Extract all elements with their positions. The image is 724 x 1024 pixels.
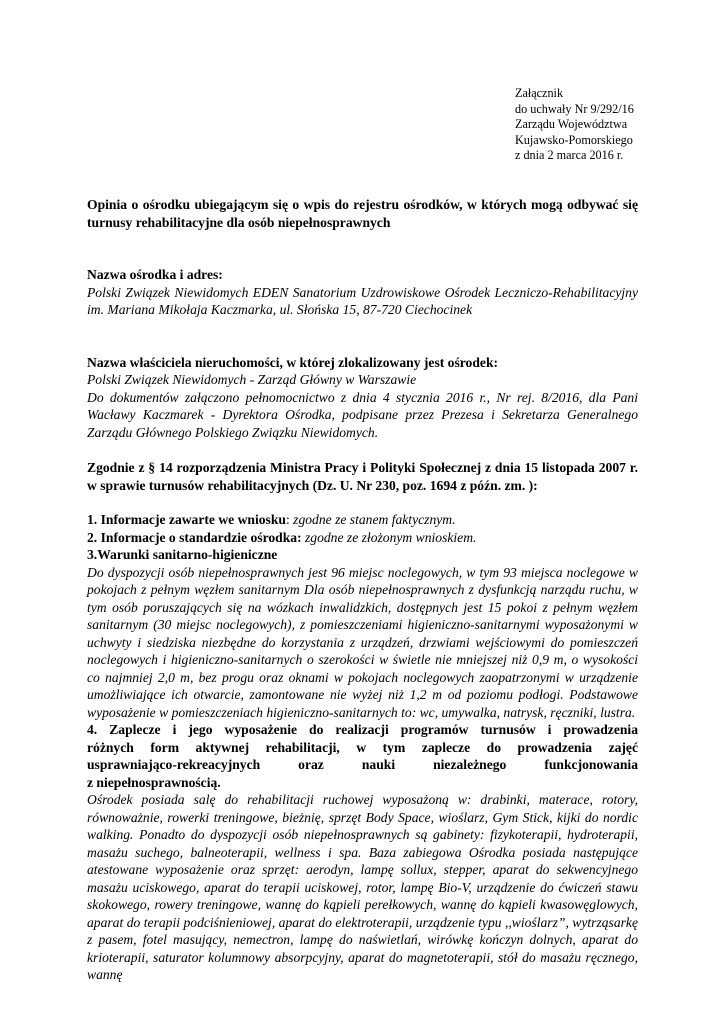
section-4-label-line: z niepełnosprawnością.: [87, 774, 221, 790]
section-3-text: Do dyspozycji osób niepełnosprawnych jest 96 miejsc noclegowych, w tym 93 miejsca noclegowe w pokojach z pełnym węzłem sanitarnym Dla osób niepełnosprawnych z dysfunkcją narządu ruchu, w tym osób poruszających się na wózkach inwalidzkich, dostępnych jest 15 pokoi z pełnym węzłem sanitarnym (30 miejsc noclegowych), z pomieszczeniami higieniczno-sanitarnymi wyposażonymi w uchwyty i siedziska niezbędne do korzystania z urządzeń, drzwiami wejściowymi do pomieszczeń noclegowych i higieniczno-sanitarnych o szerokości w świetle nie mniejszej niż 0,9 m, o wysokości co najmniej 2,0 m, bez progu oraz oknami w pokojach noclegowych zaopatrzonymi w urządzenie umożliwiające ich otwarcie, zamontowane nie wyżej niż 1,2 m od poziomu podłogi. Podstawowe wyposażenie w pomieszczeniach higieniczno-sanitarnych to: wc, umywalka, natrysk, ręczniki, lustra.: [87, 564, 638, 720]
section-2-value: zgodne ze złożonym wnioskiem.: [305, 529, 477, 545]
annex-line: z dnia 2 marca 2016 r.: [515, 148, 624, 163]
section-1-label: 1. Informacje zawarte we wniosku: [87, 512, 286, 527]
section-4-label-line: usprawniająco-rekreacyjnych oraz nauki niezależnego funkcjonowania: [87, 757, 638, 772]
document-body: [87, 196, 638, 984]
annex-header: [515, 86, 634, 164]
center-value: Polski Związek Niewidomych EDEN Sanatorium Uzdrowiskowe Ośrodek Leczniczo-Rehabilitacyjny im. Mariana Mikołaja Kaczmarka, ul. Słońska 15, 87-720 Ciechocinek: [87, 284, 638, 317]
document-title: Opinia o ośrodku ubiegającym się o wpis do rejestru ośrodków, w których mogą odbywać się turnusy rehabilitacyjne dla osób niepełnosprawnych: [87, 197, 638, 230]
section-1-sep: :: [285, 512, 294, 527]
section-1: [87, 511, 638, 529]
owner-note: Do dokumentów załączono pełnomocnictwo z dnia 4 stycznia 2016 r., Nr rej. 8/2016, dla Pani Wacławy Kaczmarek - Dyrektora Ośrodka, podpisane przez Prezesa i Sekretarza Generalnego Zarządu Głównego Polskiego Związku Niewidomych.: [87, 389, 638, 440]
section-4-label: [87, 721, 638, 791]
section-2-label: 2. Informacje o standardzie ośrodka:: [87, 529, 302, 545]
section-2: [87, 529, 638, 547]
owner-label: Nazwa właściciela nieruchomości, w której zlokalizowany jest ośrodek:: [87, 354, 499, 370]
section-4-label-line: 4. Zaplecze i jego wyposażenie do realizacji programów turnusów i prowadzenia: [87, 722, 638, 737]
center-section: [87, 266, 638, 319]
owner-section: [87, 354, 638, 442]
center-label: Nazwa ośrodka i adres:: [87, 267, 223, 282]
annex-line: Zarządu Województwa: [515, 117, 628, 132]
section-3-label: 3.Warunki sanitarno-higieniczne: [87, 547, 278, 562]
owner-name: Polski Związek Niewidomych - Zarząd Główny w Warszawie: [87, 372, 417, 387]
annex-line: Kujawsko-Pomorskiego: [515, 132, 633, 147]
annex-line: Załącznik: [515, 86, 564, 100]
sections: [87, 511, 638, 984]
section-1-value: zgodne ze stanem faktycznym.: [293, 512, 456, 527]
regulation-text: Zgodnie z § 14 rozporządzenia Ministra Pracy i Polityki Społecznej z dnia 15 listopada 2007 r. w sprawie turnusów rehabilitacyjnych (Dz. U. Nr 230, poz. 1694 z późn. zm. ):: [87, 460, 638, 493]
section-4-text: Ośrodek posiada salę do rehabilitacji ruchowej wyposażoną w: drabinki, materace, rotory, równoważnie, rowerki treningowe, bieżnię, sprzęt Body Space, wioślarz, Gym Stick, kijki do nordic walking. Ponadto do dyspozycji osób niepełnosprawnych są gabinety: fizykoterapii, hydroterapii, masażu suchego, balneoterapii, wellness i spa. Baza zabiegowa Ośrodka posiada następujące atestowane wyposażenie oraz sprzęt: aerodyn, lampę sollux, stepper, aparat do sekwencyjnego masażu uciskowego, aparat do terapii uciskowej, rotor, lampę Bio-V, urządzenie do ćwiczeń stawu skokowego, rowery treningowe, wannę do kąpieli perełkowych, wannę do kąpieli kwasowęglowych, aparat do terapii podciśnieniowej, aparat do elektroterapii, urządzenie typu ,,wioślarz”, wytrząsarkę z pasem, fotel masujący, nemectron, lampę do naświetlań, wirówkę kończyn dolnych, aparat do krioterapii, saturator kolumnowy absorpcyjny, aparat do magnetoterapii, stół do masażu ręcznego, wannę: [87, 792, 638, 982]
annex-line: do uchwały Nr 9/292/16: [515, 101, 634, 116]
section-4-label-line: różnych form aktywnej rehabilitacji, w tym zaplecze do prowadzenia zajęć: [87, 739, 638, 755]
